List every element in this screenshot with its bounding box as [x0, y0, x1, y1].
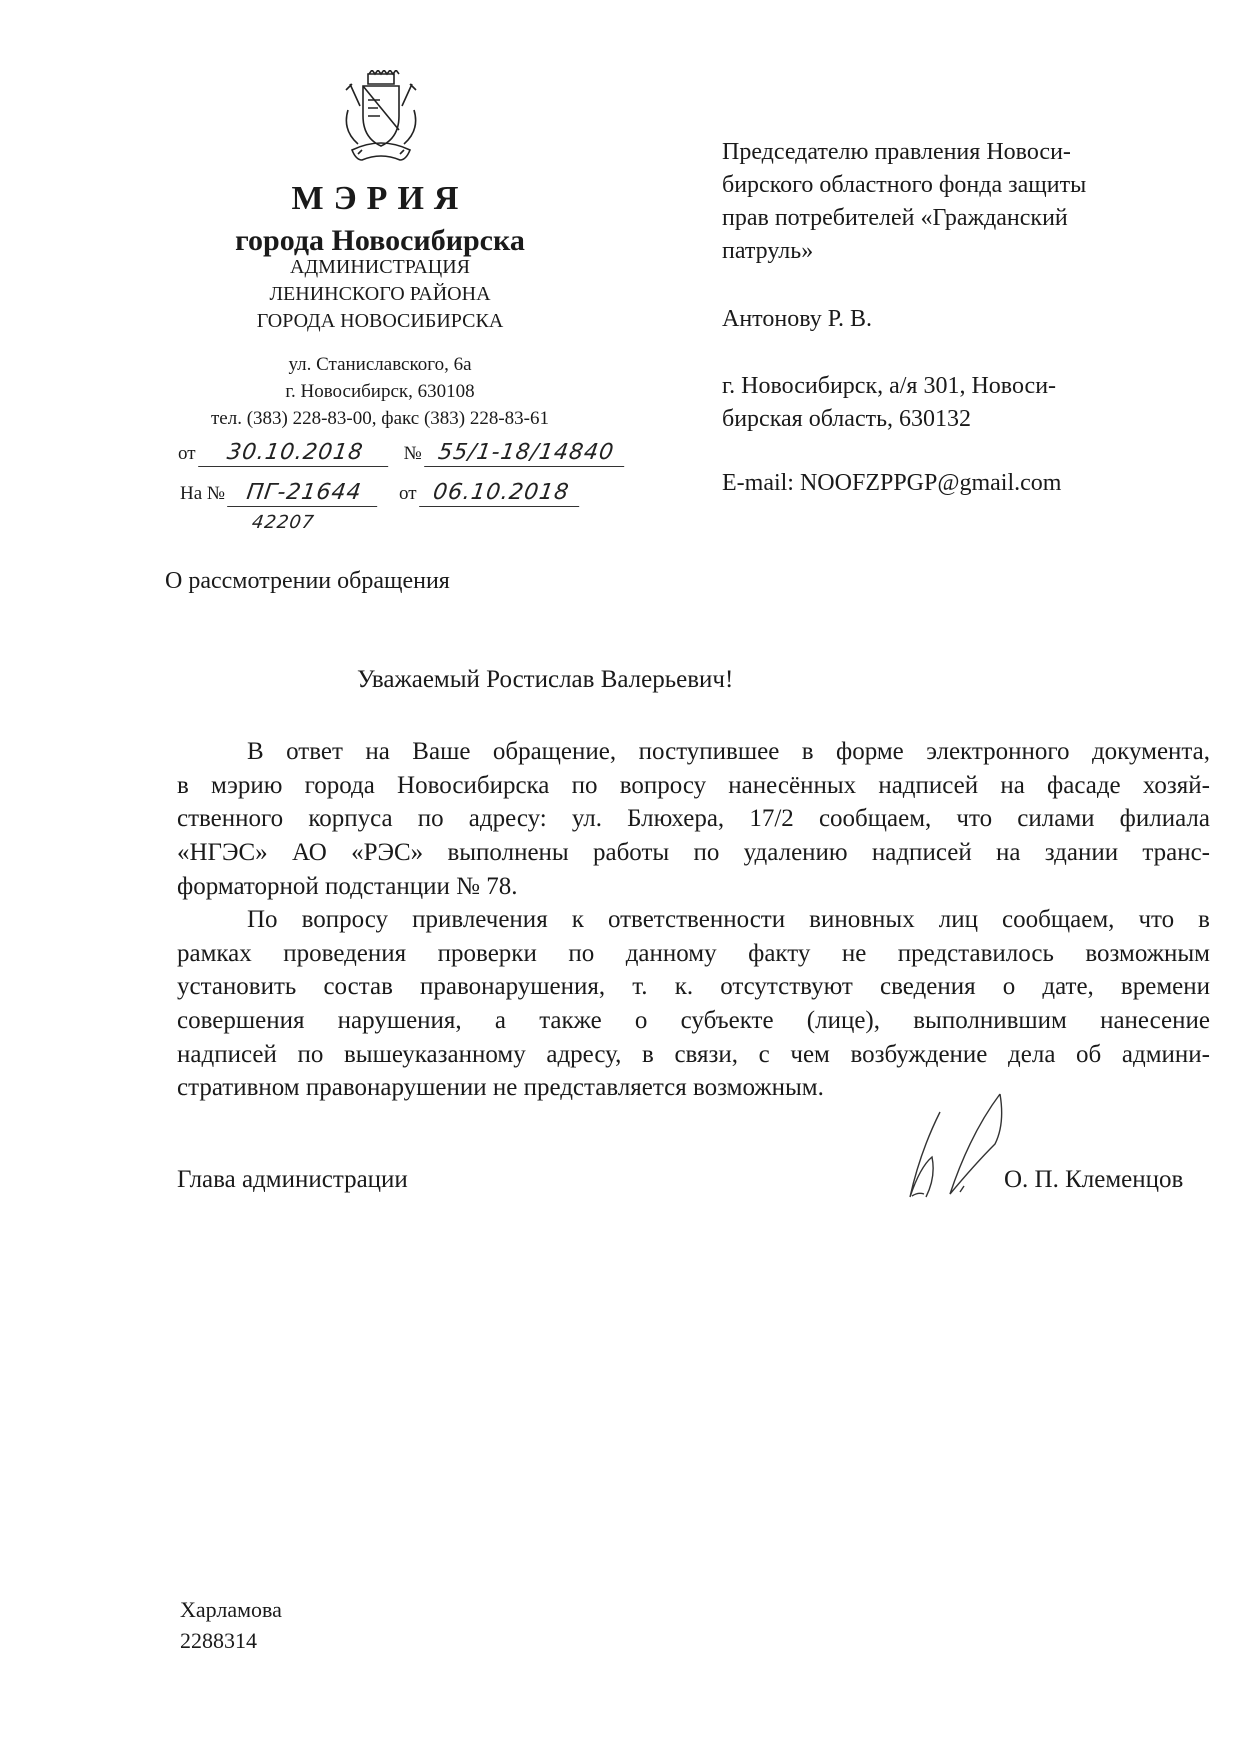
subject-line: О рассмотрении обращения: [165, 568, 450, 594]
recipient-block: [722, 136, 1086, 268]
signatory-position: Глава администрации: [177, 1166, 408, 1193]
recipient-line: патруль»: [722, 238, 814, 264]
reply-label: На №: [180, 483, 226, 504]
letterhead-city: города Новосибирска: [235, 224, 525, 257]
body-line: В ответ на Ваше обращение, поступившее в форме электронного документа,: [247, 738, 1210, 765]
letterhead-address-line: тел. (383) 228-83-00, факс (383) 228-83-61: [210, 408, 550, 429]
recipient-address-line: г. Новосибирск, а/я 301, Новоси-: [722, 373, 1057, 399]
body-line: «НГЭС» АО «РЭС» выполнены работы по удалению надписей на здании транс-: [177, 839, 1210, 867]
executor-name: Харламова: [180, 1597, 282, 1622]
body-line: форматорной подстанции № 78.: [177, 872, 518, 900]
outgoing-registration: [178, 440, 626, 467]
body-line: По вопросу привлечения к ответственности виновных лиц сообщаем, что в: [247, 906, 1210, 933]
body-line: надписей по вышеуказанному адресу, в связи, с чем возбуждение дела об админи-: [177, 1040, 1210, 1068]
body-line: в мэрию города Новосибирска по вопросу нанесённых надписей на фасаде хозяй-: [177, 771, 1210, 799]
executor-phone: 2288314: [180, 1628, 257, 1653]
recipient-line: прав потребителей «Гражданский: [722, 205, 1068, 231]
body-line: установить состав правонарушения, т. к. отсутствуют сведения о дате, времени: [177, 973, 1210, 1001]
letterhead-address-line: г. Новосибирск, 630108: [285, 381, 475, 402]
recipient-address: [722, 370, 1056, 436]
body-line: ственного корпуса по адресу: ул. Блюхера, 17/2 сообщаем, что силами филиала: [177, 805, 1210, 833]
paragraph-1: [177, 735, 1210, 903]
letterhead-admin-line: ЛЕНИНСКОГО РАЙОНА: [269, 283, 491, 305]
recipient-email: E-mail: NOOFZPPGP@gmail.com: [722, 470, 1062, 496]
signatory-name: О. П. Клеменцов: [1004, 1166, 1184, 1193]
letterhead-address-line: ул. Станиславского, 6а: [288, 354, 472, 375]
recipient-line: бирского областного фонда защиты: [722, 172, 1087, 198]
letterhead-admin-line: ГОРОДА НОВОСИБИРСКА: [256, 310, 504, 332]
reply-registration: [180, 480, 581, 507]
letterhead-admin-line: АДМИНИСТРАЦИЯ: [290, 256, 470, 278]
greeting: Уважаемый Ростислав Валерьевич!: [357, 666, 734, 693]
body-line: совершения нарушения, а также о субъекте (лице), выполнившим нанесение: [177, 1007, 1210, 1035]
reply-from-label: от: [399, 483, 417, 504]
reply-number-extra: 42207: [250, 512, 316, 533]
paragraph-2: [177, 903, 1210, 1105]
number-label: №: [403, 443, 422, 464]
recipient-name: Антонову Р. В.: [722, 306, 873, 332]
recipient-line: Председателю правления Новоси-: [722, 139, 1071, 165]
recipient-address-line: бирская область, 630132: [722, 406, 972, 432]
body-line: стративном правонарушении не представляется возможным.: [177, 1074, 824, 1102]
outgoing-number: 55/1-18/14840: [424, 440, 628, 467]
reply-number: ПГ-21644: [227, 480, 381, 507]
outgoing-date: 30.10.2018: [198, 440, 392, 467]
coat-of-arms-icon: [338, 70, 424, 170]
letterhead-title: МЭРИЯ: [291, 180, 469, 217]
reply-date: 06.10.2018: [419, 480, 583, 507]
body-line: рамках проведения проверки по данному факту не представилось возможным: [177, 939, 1210, 967]
from-label: от: [178, 443, 196, 464]
